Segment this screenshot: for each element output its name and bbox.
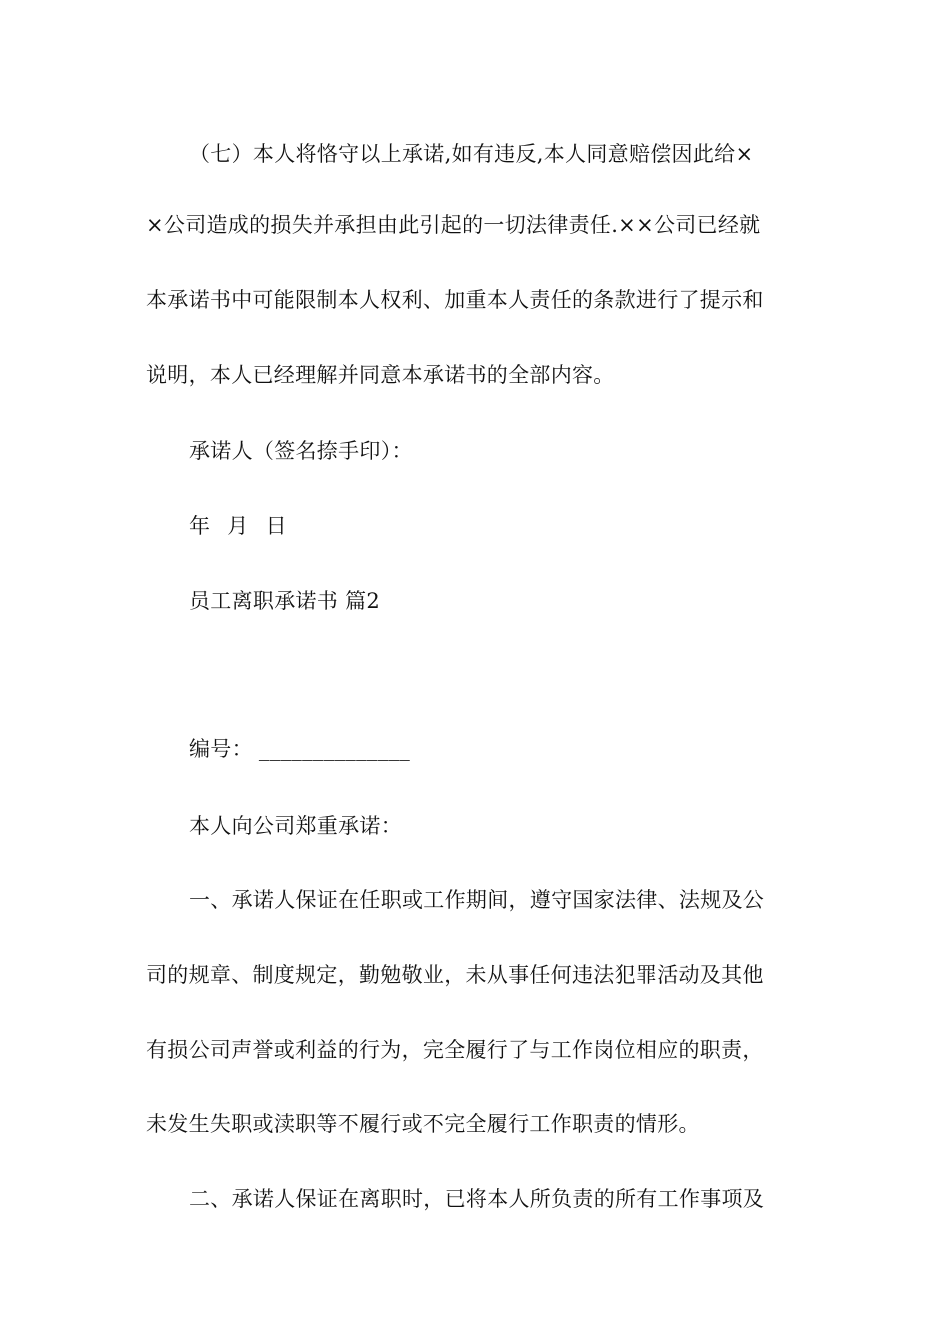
paragraph-7-line-4: 说明，本人已经理解并同意本承诺书的全部内容。: [146, 363, 615, 387]
signature-label: 承诺人（签名捺手印）：: [189, 439, 413, 463]
date-line: [189, 512, 859, 540]
paragraph-7-line-2: ×公司造成的损失并承担由此引起的一切法律责任.××公司已经就: [146, 213, 761, 237]
item-1-line-3: 有损公司声誉或利益的行为，完全履行了与工作岗位相应的职责，: [146, 1038, 764, 1062]
number-label: 编号：: [189, 737, 253, 761]
intro-text: 本人向公司郑重承诺：: [189, 814, 402, 838]
item-2-line-1: 二、承诺人保证在离职时，已将本人所负责的所有工作事项及: [189, 1187, 765, 1211]
item-1-line-2: 司的规章、制度规定，勤勉敬业，未从事任何违法犯罪活动及其他: [146, 963, 764, 987]
item-1-line-1: 一、承诺人保证在任职或工作期间，遵守国家法律、法规及公: [189, 888, 765, 912]
date-day-label: 日: [265, 514, 287, 538]
item-1-line-4: 未发生失职或渎职等不履行或不完全履行工作职责的情形。: [146, 1112, 700, 1136]
number-line: [189, 735, 859, 763]
paragraph-7-line-1: （七）本人将恪守以上承诺,如有违反,本人同意赔偿因此给×: [189, 142, 754, 166]
section-title: 员工离职承诺书 篇2: [189, 589, 381, 613]
number-blank: ______________: [258, 737, 411, 761]
paragraph-7-line-3: 本承诺书中可能限制本人权利、加重本人责任的条款进行了提示和: [146, 288, 764, 312]
date-year-label: 年: [189, 514, 211, 538]
date-month-label: 月: [227, 514, 249, 538]
